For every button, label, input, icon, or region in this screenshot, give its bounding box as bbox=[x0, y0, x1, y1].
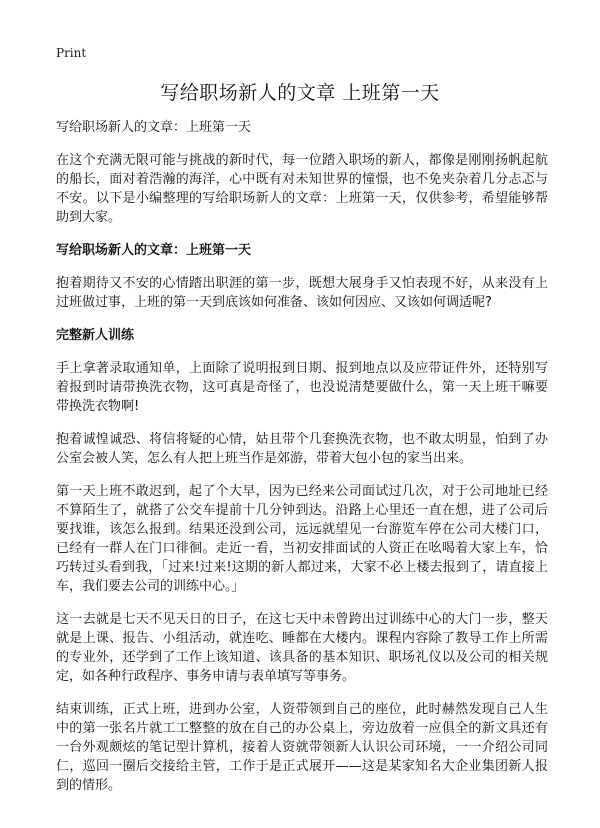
print-link[interactable]: Print bbox=[56, 46, 87, 60]
sub-heading: 完整新人训练 bbox=[56, 328, 135, 343]
section-heading: 写给职场新人的文章：上班第一天 bbox=[56, 243, 252, 258]
article-subtitle: 写给职场新人的文章：上班第一天 bbox=[56, 120, 252, 135]
page-title: 写给职场新人的文章 上班第一天 bbox=[160, 82, 440, 104]
paragraph-5: 这一去就是七天不见天日的日子，在这七天中未曾跨出过训练中心的大门一步，整天就是上课、报告、小组活动，就连吃、睡都在大楼内。课程内容除了教导工作上所需的专业外，还学到了工作上该知道、该具备的基本知识、职场礼仪以及公司的相关规定，如各种行政程序、事务申请与表单填写等事务。 bbox=[56, 612, 548, 684]
paragraph-3: 抱着诚惶诚恐、将信将疑的心情，姑且带个几套换洗衣物，也不敢太明显，怕到了办公室会被人笑，怎么有人把上班当作是郊游，带着大包小包的家当出来。 bbox=[56, 432, 548, 466]
paragraph-6: 结束训练，正式上班，进到办公室，人资带领到自己的座位，此时赫然发现自己人生中的第一张名片就工工整整的放在自己的办公桌上，旁边放着一应俱全的新文具还有一台外观颇炫的笔记型计算机，接着人资就带领新人认识公司环境，一一介绍公司同仁，巡回一圈后交接给主管，工作于是正式展开——这是某家知名大企业集团新人报到的情形。 bbox=[56, 702, 548, 793]
intro-paragraph: 在这个充满无限可能与挑战的新时代，每一位踏入职场的新人，都像是刚刚扬帆起航的船长，面对着浩瀚的海洋，心中既有对未知世界的憧憬，也不免夹杂着几分忐忑与不安。以下是小编整理的写给职场新人的文章：上班第一天，仅供参考，希望能够帮助到大家。 bbox=[56, 153, 548, 225]
paragraph-4: 第一天上班不敢迟到，起了个大早，因为已经来公司面试过几次，对于公司地址已经不算陌生了，就搭了公交车提前十几分钟到达。沿路上心里还一直在想，进了公司后要找谁，该怎么报到。结果还没到公司，远远就望见一台游览车停在公司大楼门口，已经有一群人在门口徘徊。走近一看，当初安排面试的人资正在吆喝着大家上车，恰巧转过头看到我，「过来!过来!这期的新人都过来，大家不必上楼去报到了，请直接上车，我们要去公司的训练中心。」 bbox=[56, 484, 548, 594]
article-body bbox=[56, 118, 548, 809]
paragraph-1: 抱着期待又不安的心情踏出职涯的第一步，既想大展身手又怕表现不好，从来没有上过班做过事，上班的第一天到底该如何准备、该如何因应、又该如何调适呢? bbox=[56, 276, 548, 310]
paragraph-2: 手上拿著录取通知单，上面除了说明报到日期、报到地点以及应带证件外，还特别写着报到时请带换洗衣物，这可真是奇怪了，也没说清楚要做什么，第一天上班干嘛要带换洗衣物啊! bbox=[56, 361, 548, 414]
